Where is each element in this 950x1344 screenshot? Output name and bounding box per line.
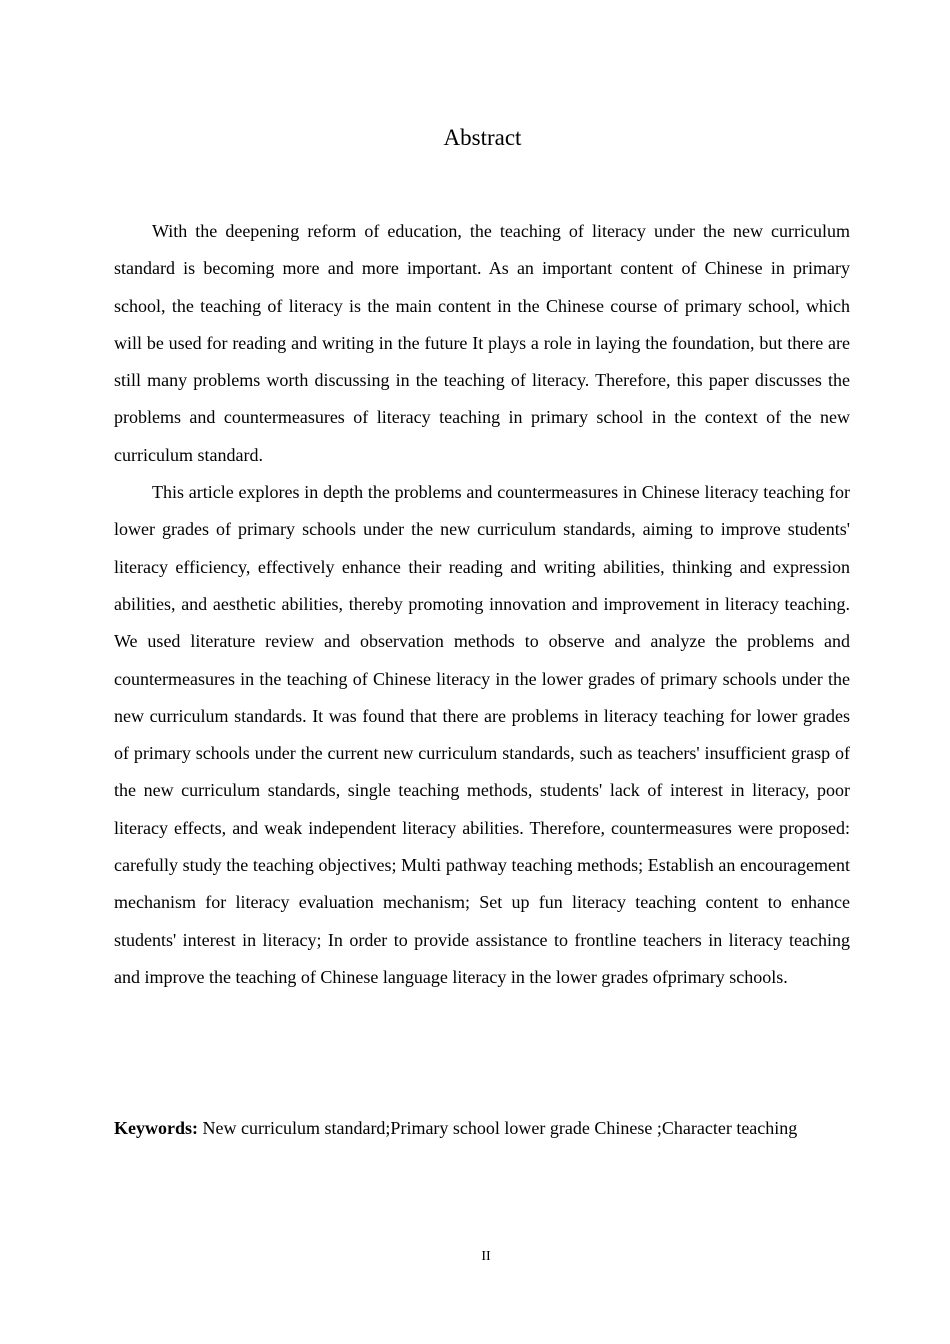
abstract-body (114, 213, 850, 996)
keywords-label: Keywords: (114, 1118, 198, 1138)
keywords-line (114, 1111, 874, 1145)
page-number: II (481, 1249, 491, 1264)
keywords-text: New curriculum standard;Primary school lower grade Chinese ;Character teaching (198, 1118, 798, 1138)
abstract-paragraph-1: With the deepening reform of education, the teaching of literacy under the new curriculum standard is becoming more and more important. As an important content of Chinese in primary school, the teaching of literacy is the main content in the Chinese course of primary school, which will be used for reading and writing in the future It plays a role in laying the foundation, but there are still many problems worth discussing in the teaching of literacy. Therefore, this paper discusses the problems and countermeasures of literacy teaching in primary school in the context of the new curriculum standard. (114, 221, 850, 465)
abstract-paragraph-2: This article explores in depth the problems and countermeasures in Chinese literacy teaching for lower grades of primary schools under the new curriculum standards, aiming to improve students' literacy efficiency, effectively enhance their reading and writing abilities, thinking and expression abilities, and aesthetic abilities, thereby promoting innovation and improvement in literacy teaching. We used literature review and observation methods to observe and analyze the problems and countermeasures in the teaching of Chinese literacy in the lower grades of primary schools under the new curriculum standards. It was found that there are problems in literacy teaching for lower grades of primary schools under the current new curriculum standards, such as teachers' insufficient grasp of the new curriculum standards, single teaching methods, students' lack of interest in literacy, poor literacy effects, and weak independent literacy abilities. Therefore, countermeasures were proposed: carefully study the teaching objectives; Multi pathway teaching methods; Establish an encouragement mechanism for literacy evaluation mechanism; Set up fun literacy teaching content to enhance students' interest in literacy; In order to provide assistance to frontline teachers in literacy teaching and improve the teaching of Chinese language literacy in the lower grades ofprimary schools. (114, 482, 850, 987)
abstract-title: Abstract (443, 125, 522, 150)
